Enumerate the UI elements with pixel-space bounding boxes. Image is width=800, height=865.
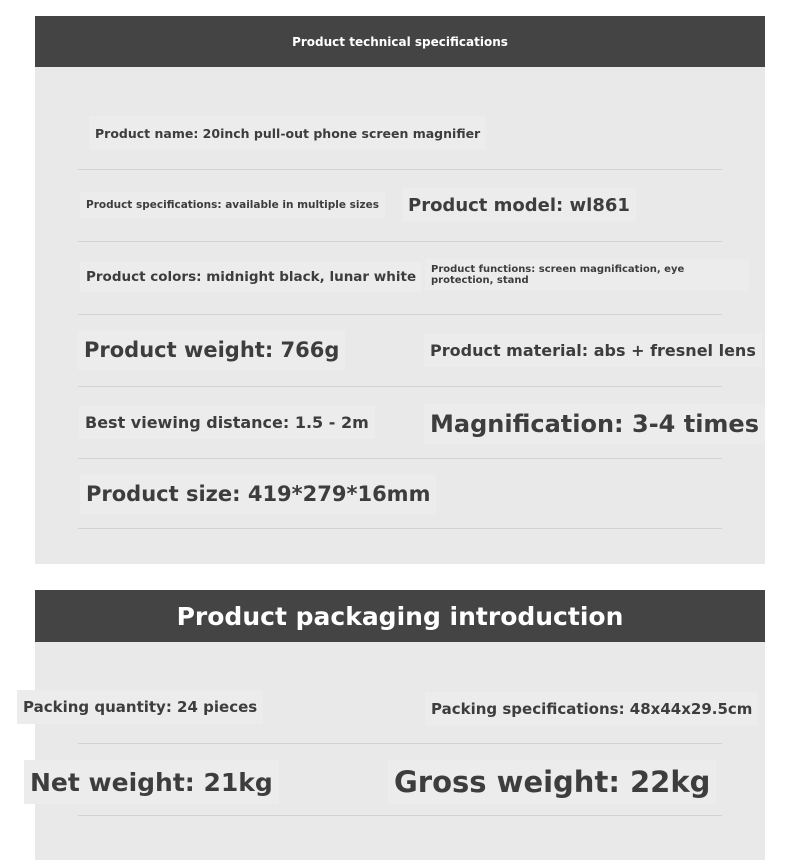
technical-specs-header — [35, 16, 765, 67]
spec-product-colors: Product colors: midnight black, lunar white — [80, 262, 422, 292]
net-weight: Net weight: 21kg — [24, 760, 279, 804]
divider — [78, 743, 722, 744]
packing-specifications: Packing specifications: 48x44x29.5cm — [425, 692, 758, 726]
divider — [78, 528, 722, 529]
spec-product-name: Product name: 20inch pull-out phone screen magnifier — [89, 116, 486, 150]
divider — [78, 314, 722, 315]
divider — [78, 241, 722, 242]
spec-product-material: Product material: abs + fresnel lens — [424, 333, 762, 367]
spec-product-size: Product size: 419*279*16mm — [80, 474, 436, 514]
divider — [78, 815, 722, 816]
gross-weight: Gross weight: 22kg — [388, 760, 716, 804]
divider — [78, 458, 722, 459]
spec-magnification: Magnification: 3-4 times — [424, 404, 765, 444]
divider — [78, 169, 722, 170]
divider — [78, 386, 722, 387]
spec-product-weight: Product weight: 766g — [78, 330, 345, 370]
packaging-header — [35, 590, 765, 642]
spec-product-specifications: Product specifications: available in multiple sizes — [80, 192, 385, 218]
spec-viewing-distance: Best viewing distance: 1.5 - 2m — [79, 405, 375, 439]
technical-specs-title: Product technical specifications — [292, 34, 508, 49]
spec-product-model: Product model: wl861 — [402, 188, 636, 222]
packing-quantity: Packing quantity: 24 pieces — [17, 690, 263, 724]
packaging-title: Product packaging introduction — [176, 601, 624, 631]
spec-product-functions: Product functions: screen magnification, eye protection, stand — [425, 259, 749, 291]
